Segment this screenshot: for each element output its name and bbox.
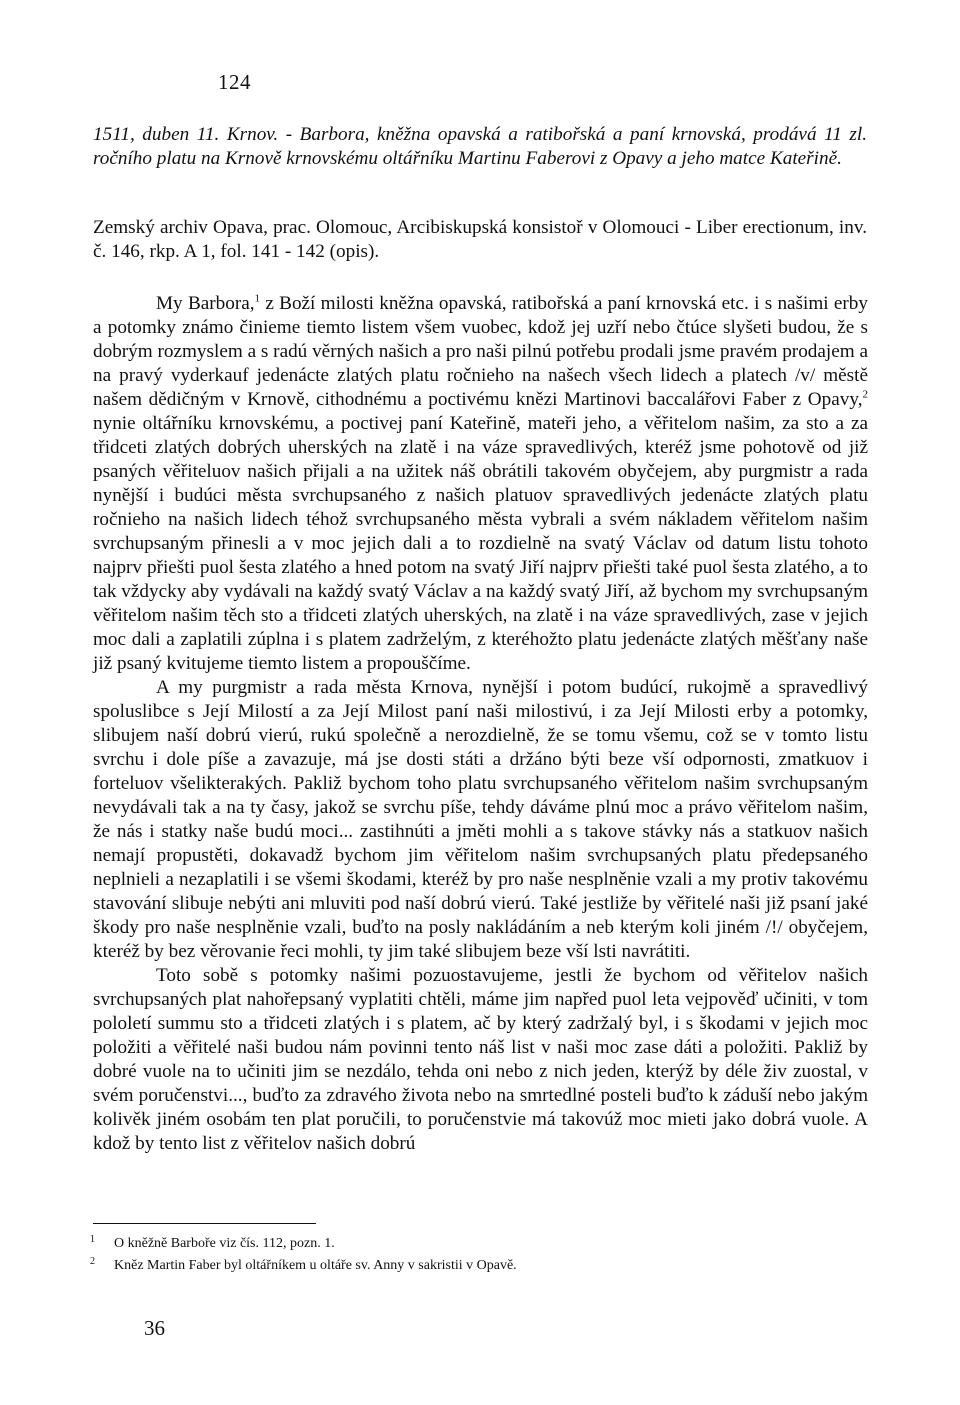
footnote-ref-2: 2: [862, 388, 868, 401]
body-text: [93, 292, 868, 1156]
page-number-top: 124: [218, 70, 251, 94]
footnote: [90, 1255, 870, 1277]
paragraph-1-part-a: My Barbora,: [156, 293, 255, 314]
footnote-ref-1: 1: [254, 292, 261, 305]
footnote-text: O kněžně Barboře viz čís. 112, pozn. 1.: [114, 1236, 335, 1251]
paragraph-1: [93, 292, 868, 676]
paragraph-1-part-c: nynie oltářníku krnovskému, a poctivej paní Kateřině, mateři jeho, a věřitelom našim, za sto a za třidceti zlatých dobrých uherských na zlatě i na váze spravedlivých, kteréž jsme pohotově od již psaných věřiteluov našich přijali a na užitek náš obrátili takovém obyčejem, aby purgmistr a rada nynější i budúci města svrchupsaného z našich platuov spravedlivých jedenácte zlatých platu ročnieho na našich lidech téhož svrchupsaného města vybrali a svém nákladem věřitelom našim svrchupsaným přinesli a v moc jejich dali a to rozdielně na svatý Václav od datum listu tohoto najprv přiešti puol šesta zlatého a hned potom na svatý Jiří najprv přiešti také puol šesta zlatého, a to tak vždycky aby vydávali na každý svatý Václav a na každý svatý Jiří, až bychom my svrchupsaným věřitelom našim těch sto a třidceti zlatých uherských, na zlatě i na váze spravedlivých, zase v jejich moc dali a zaplatili zúplna i s platem zadrželým, z kteréhožto platu jedenácte zlatých měšťany naše již psaný kvitujeme tiemto listem a propouščíme.: [93, 413, 868, 674]
footnote: [90, 1233, 870, 1255]
source-citation: Zemský archiv Opava, prac. Olomouc, Arcibiskupská konsistoř v Olomouci - Liber erectionum, inv. č. 146, rkp. A 1, fol. 141 - 142 (opis).: [93, 217, 867, 262]
footnotes: [90, 1233, 870, 1277]
footnote-mark: 2: [90, 1256, 95, 1267]
paragraph-2: A my purgmistr a rada města Krnova, nynější i potom budúcí, rukojmě a spravedlivý spoluslibce s Její Milostí a za Její Milost paní naši milostivú, i za Její Milosti erby a potomky, slibujem naší dobrú vierú, rukú společně a nerozdielně, že se tomu všemu, což se v tomto listu svrchu i dole píše a zavazuje, má jse dosti státi a držáno býti beze vší odpornosti, zmatkuov i forteluov všelikterakých. Pakliž bychom toho platu svrchupsaného věřitelom našim svrchupsaným nevydávali tak a na ty časy, jakož se svrchu píše, tehdy dáváme plnú moc a právo věřitelom našim, že nás i statky naše budú moci... zastihnúti a jměti mohli a s takove stávky nás a statkuov našich nemají propustěti, dokavadž bychom jim věřitelom našim svrchupsaných platu předepsaného neplnieli a nezaplatili i se všemi škodami, kteréž by pro naše nesplněnie vzali a my protiv takovému stavování slibuje nebýti ani mluviti pod naší dobrú vierú. Také jestliže by věřitelé naši již psaní jaké škody pro naše nesplněnie vzali, buďto na posly nakládáním a neb kterým koli jiném /!/ obyčejem, kteréž by bez věrovanie řeci mohli, ty jim také slibujem beze vší lsti navrátiti.: [93, 677, 868, 962]
footnote-rule: [93, 1223, 316, 1224]
regest: 1511, duben 11. Krnov. - Barbora, kněžna opavská a ratibořská a paní krnovská, prodává 11 zl. ročního platu na Krnově krnovskému oltářníku Martinu Faberovi z Opavy a jeho matce Kateřině.: [93, 124, 867, 169]
page-number-bottom: 36: [144, 1316, 165, 1340]
paragraph-1-part-b: z Boží milosti kněžna opavská, ratibořská a paní krnovská etc. i s našimi erby a potomky známo činieme tiemto listem všem vuobec, kdož jej uzří nebo čtúce slyšeti budou, že s dobrým rozmyslem a s radú věrných našich a pro naši pilnú potřebu prodali jsme pravém prodajem a na pravý vyderkauf jedenácte zlatých platu ročnieho na našech všech lidech a platech /v/ městě našem dědičným v Krnově, cithodnému a poctivému knězi Martinovi baccalářovi Faber z Opavy,: [93, 293, 868, 410]
footnote-text: Kněz Martin Faber byl oltářníkem u oltáře sv. Anny v sakristii v Opavě.: [114, 1258, 517, 1273]
footnote-mark: 1: [90, 1234, 95, 1245]
paragraph-3: Toto sobě s potomky našimi pozuostavujeme, jestli že bychom od věřitelov našich svrchupsaných plat nahořepsaný vyplatiti chtěli, máme jim napřed puol leta vejpověď učiniti, v tom pololetí summu sto a třidceti zlatých i s platem, ač by který zadržalý byl, i s škodami v jejich moc položiti a věřitelé naši budou nám povinni tento náš list v naši moc zase dáti a položiti. Pakliž by dobré vuole na to učiniti jim se nezdálo, tehda oni nebo z nich jeden, kterýž by déle živ zuostal, v svém poručenstvi..., buďto za zdravého života nebo na smrtedlné posteli buďto k záduší nebo jakým kolivěk jiném osobám ten plat poručili, to poručenstvie má takovúž moc mieti jako dobrá vuole. A kdož by tento list z věřitelov našich dobrú: [93, 965, 868, 1154]
